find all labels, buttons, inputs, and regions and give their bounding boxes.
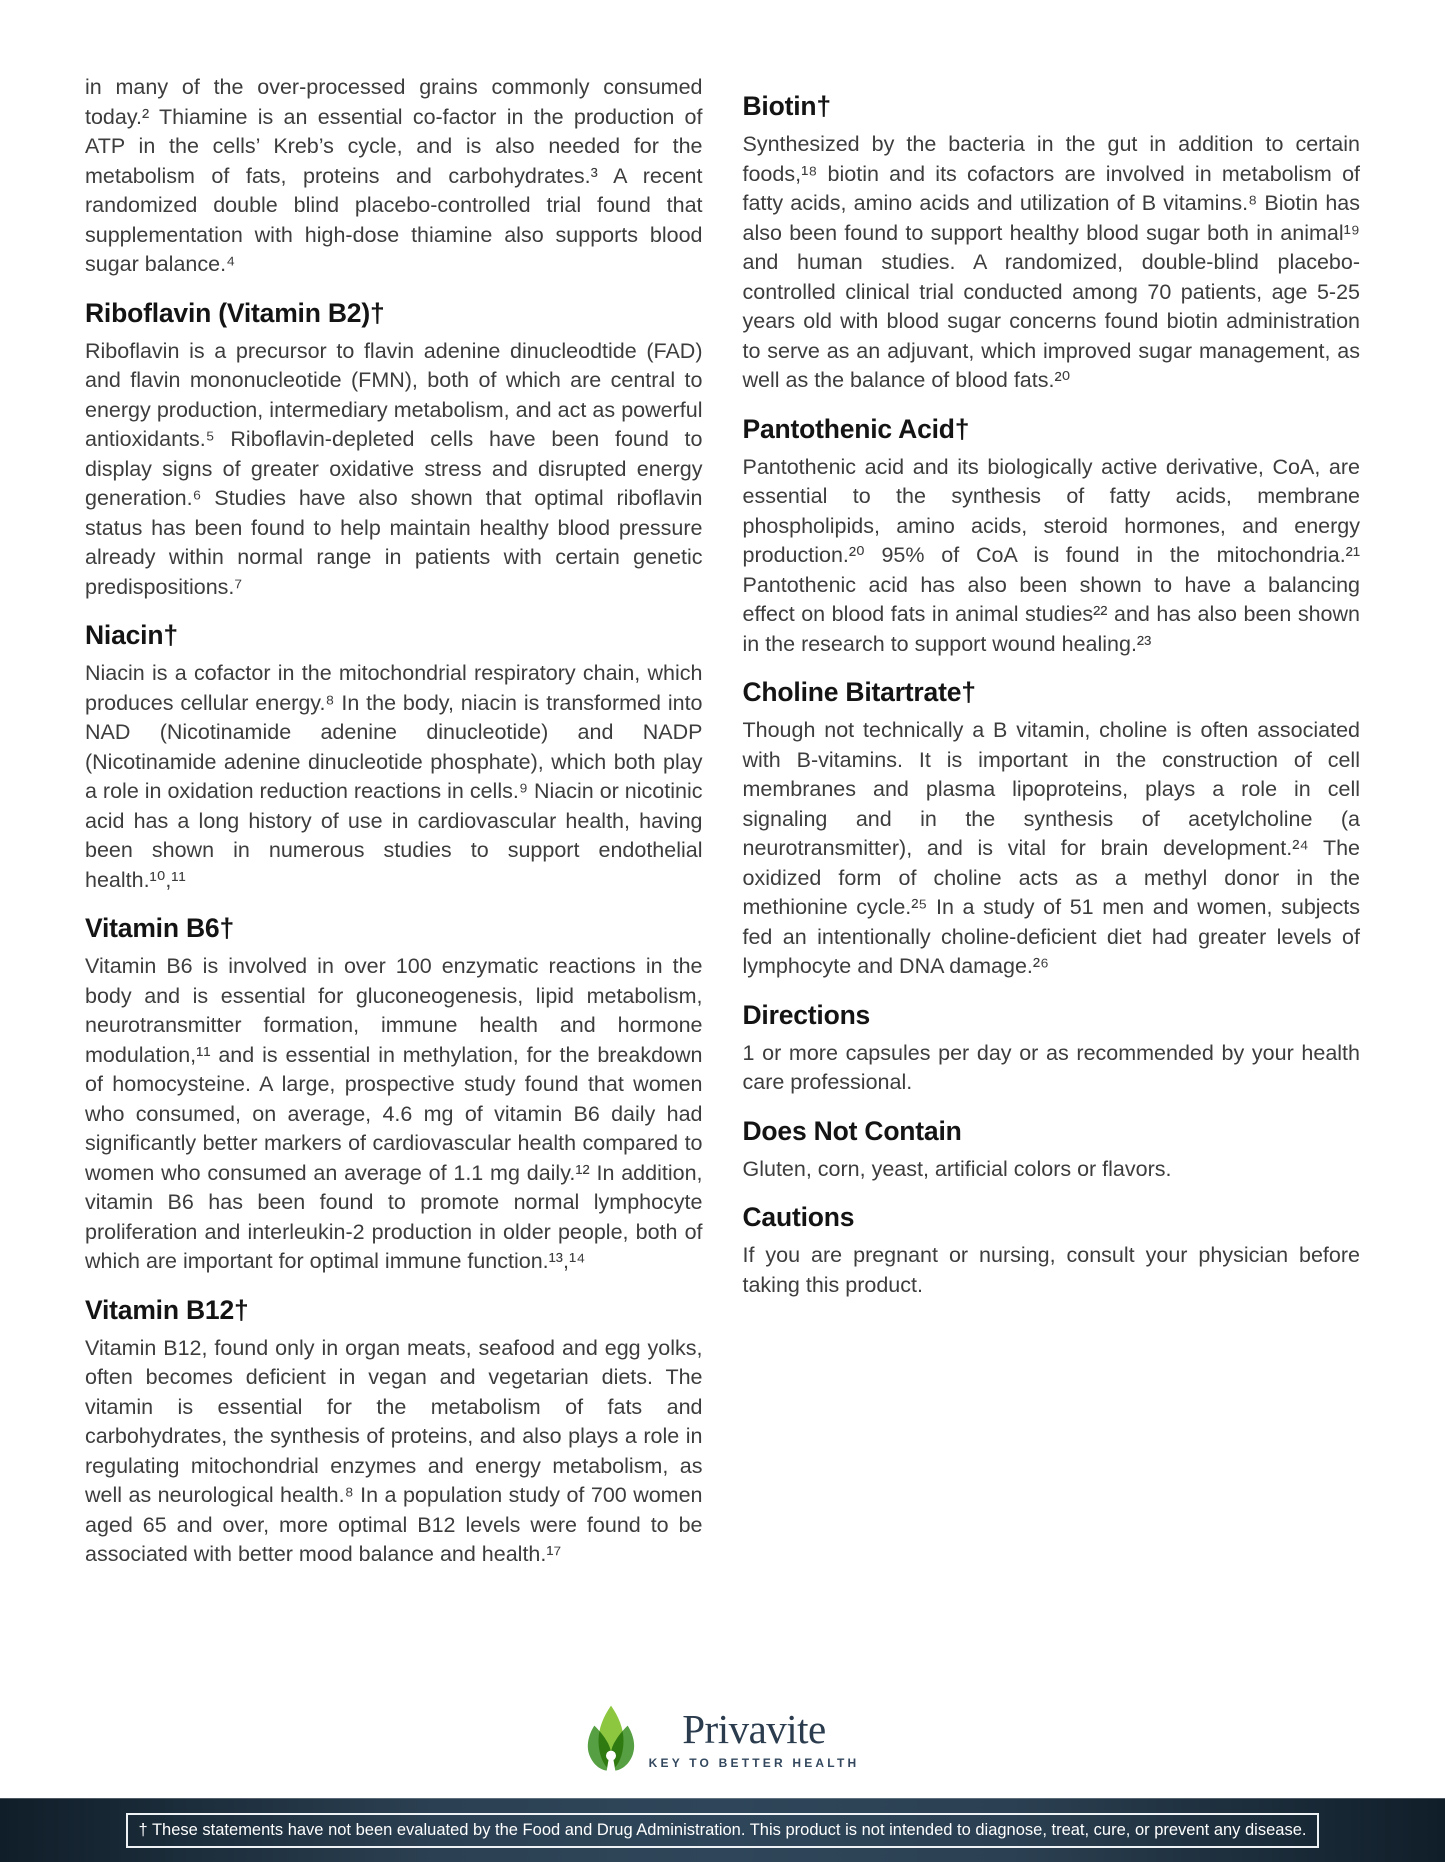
thiamine-continued-paragraph: in many of the over-processed grains commonly consumed today.² Thiamine is an essential co-factor in the production of ATP in the cells’ Kreb’s cycle, and is also needed for the metabolism of fats, proteins and carbohydrates.³ A recent randomized double blind placebo-controlled trial found that supplementation with high-dose thiamine also supports blood sugar balance.⁴ (85, 75, 703, 276)
section-body: Pantothenic acid and its biologically active derivative, CoA, are essential to the synthesis of fatty acids, membrane phospholipids, amino acids, steroid hormones, and energy production.²⁰ 95% of CoA is found in the mitochondria.²¹ Pantothenic acid has also been shown to have a balancing effect on blood fats in animal studies²² and has also been shown in the research to support wound healing.²³ (742, 454, 1360, 656)
fda-disclaimer: † These statements have not been evaluated by the Food and Drug Administration. This product is not intended to diagnose, treat, cure, or prevent any disease. (126, 1813, 1320, 1849)
section-heading: Biotin† (742, 91, 831, 121)
section-heading: Vitamin B6† (85, 913, 235, 943)
brand-wordmark: Privavite (682, 1705, 826, 1752)
section-body: Gluten, corn, yeast, artificial colors or flavors. (742, 1156, 1172, 1181)
section-choline-bitartrate (743, 675, 1361, 982)
section-heading: Directions (742, 999, 871, 1030)
logo-text (648, 1705, 860, 1770)
section-pantothenic-acid (743, 412, 1361, 660)
section-heading: Does Not Contain (742, 1115, 962, 1146)
section-vitamin-b12 (85, 1293, 703, 1570)
section-body: If you are pregnant or nursing, consult your physician before taking this product. (742, 1243, 1360, 1297)
section-body: Vitamin B6 is involved in over 100 enzymatic reactions in the body and is essential for gluconeogenesis, lipid metabolism, neurotransmitter formation, immune health and hormone modulation,¹¹ and is essential in methylation, for the breakdown of homocysteine. A large, prospective study found that women who consumed, on average, 4.6 mg of vitamin B6 daily had significantly better markers of cardiovascular health compared to women who consumed an average of 1.1 mg daily.¹² In addition, vitamin B6 has been found to promote normal lymphocyte proliferation and interleukin-2 production in older people, both of which are important for optimal immune function.¹³,¹⁴ (85, 954, 703, 1273)
section-body: Vitamin B12, found only in organ meats, seafood and egg yolks, often becomes deficient in vegan and vegetarian diets. The vitamin is essential for the metabolism of fats and carbohydrates, the synthesis of proteins, and also plays a role in regulating mitochondrial enzymes and energy metabolism, as well as neurological health.⁸ In a population study of 700 women aged 65 and over, more optimal B12 levels were found to be associated with better mood balance and health.¹⁷ (85, 1335, 703, 1566)
section-biotin (743, 89, 1361, 396)
section-directions (743, 998, 1361, 1098)
section-body: Niacin is a cofactor in the mitochondrial respiratory chain, which produces cellular energy.⁸ In the body, niacin is transformed into NAD (Nicotinamide adenine dinucleotide) and NADP (Nicotinamide adenine dinucleotide phosphate), which both play a role in oxidation reduction reactions in cells.⁹ Niacin or nicotinic acid has a long history of use in cardiovascular health, having been shown in numerous studies to support endothelial health.¹⁰,¹¹ (85, 661, 703, 892)
section-riboflavin (85, 296, 703, 603)
section-cautions (743, 1200, 1361, 1300)
section-does-not-contain (743, 1114, 1361, 1185)
section-body: 1 or more capsules per day or as recommended by your health care professional. (742, 1040, 1360, 1094)
section-niacin (85, 618, 703, 895)
section-body: Synthesized by the bacteria in the gut in addition to certain foods,¹⁸ biotin and its cofactors are involved in metabolism of fatty acids, amino acids and utilization of B vitamins.⁸ Biotin has also been found to support healthy blood sugar both in animal¹⁹ and human studies. A randomized, double-blind placebo-controlled clinical trial conducted among 70 patients, age 5-25 years old with blood sugar concerns found biotin administration to serve as an adjuvant, which improved sugar management, as well as the balance of blood fats.²⁰ (742, 132, 1360, 392)
section-heading: Pantothenic Acid† (742, 413, 970, 444)
section-heading: Cautions (742, 1202, 855, 1232)
footer-disclaimer-bar (0, 1798, 1445, 1862)
section-heading: Vitamin B12† (85, 1294, 249, 1325)
section-body: Though not technically a B vitamin, choline is often associated with B-vitamins. It is important in the construction of cell membranes and plasma lipoproteins, plays a role in cell signaling and in the synthesis of acetylcholine (a neurotransmitter), and is vital for brain development.²⁴ The oxidized form of choline acts as a methyl donor in the methionine cycle.²⁵ In a study of 51 men and women, subjects fed an intentionally choline-deficient diet had greater levels of lymphocyte and DNA damage.²⁶ (742, 718, 1360, 978)
left-column (85, 73, 703, 1570)
leaf-keyhole-icon (586, 1703, 636, 1775)
brand-tagline: KEY TO BETTER HEALTH (648, 1755, 860, 1770)
section-heading: Choline Bitartrate† (742, 677, 976, 707)
section-heading: Riboflavin (Vitamin B2)† (85, 297, 385, 328)
section-body: Riboflavin is a precursor to flavin adenine dinucleodtide (FAD) and flavin mononucleotide (FMN), both of which are central to energy production, intermediary metabolism, and act as powerful antioxidants.⁵ Riboflavin-depleted cells have been found to display signs of greater oxidative stress and disrupted energy generation.⁶ Studies have also shown that optimal riboflavin status has been found to help maintain healthy blood pressure already within normal range in patients with certain genetic predispositions.⁷ (85, 338, 703, 599)
section-heading: Niacin† (85, 620, 178, 650)
section-vitamin-b6 (85, 911, 703, 1277)
privavite-logo (0, 1703, 1445, 1775)
right-column (743, 73, 1361, 1570)
